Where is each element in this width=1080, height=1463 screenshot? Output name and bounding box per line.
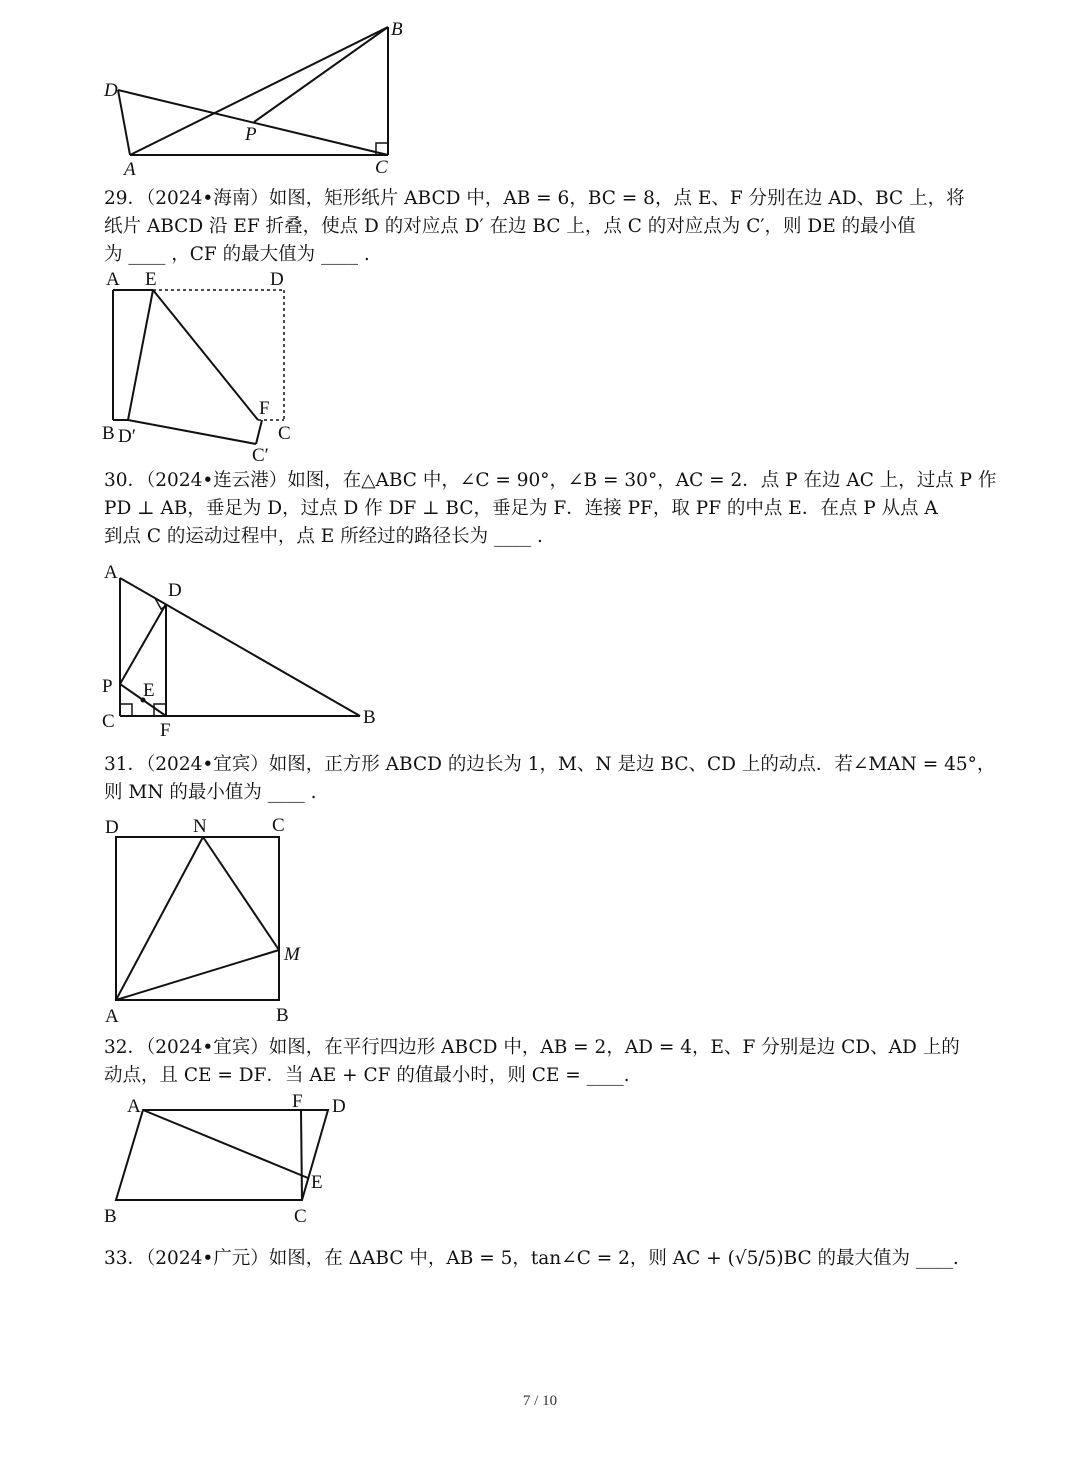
figure-30-right-triangle bbox=[95, 558, 390, 743]
fig28-label-d: D bbox=[104, 80, 118, 101]
page-number: 7 / 10 bbox=[522, 1393, 558, 1409]
problem-29-line-2: 纸片 ABCD 沿 EF 折叠，使点 D 的对应点 D′ 在边 BC 上，点 C 的对应点为 C′，则 DE 的最小值 bbox=[104, 216, 916, 237]
fig31-label-b: B bbox=[276, 1005, 289, 1026]
fig30-label-f: F bbox=[160, 720, 171, 741]
fig32-label-b: B bbox=[104, 1206, 117, 1227]
figure-29-folded-rectangle bbox=[95, 268, 310, 468]
fig29-label-d-prime: D′ bbox=[118, 426, 136, 447]
fig31-label-a: A bbox=[105, 1006, 119, 1027]
fig31-label-n: N bbox=[193, 816, 207, 837]
fig30-label-p: P bbox=[102, 676, 113, 697]
problem-31 bbox=[104, 751, 996, 807]
problem-32-line-1: 32．（2024•宜宾）如图，在平行四边形 ABCD 中，AB = 2，AD = 4，E、F 分别是边 CD、AD 上的 bbox=[104, 1037, 960, 1058]
fig28-label-p: P bbox=[245, 124, 257, 145]
problem-30-line-1: 30．（2024•连云港）如图，在△ABC 中，∠C = 90°，∠B = 30°，AC = 2．点 P 在边 AC 上，过点 P 作 bbox=[104, 470, 997, 491]
fig29-label-b: B bbox=[102, 423, 115, 444]
fig32-label-a: A bbox=[127, 1096, 141, 1117]
problem-31-line-2: 则 MN 的最小值为 ____ . bbox=[104, 782, 317, 803]
fig29-label-c-prime: C′ bbox=[252, 445, 269, 466]
fig31-label-d: D bbox=[105, 817, 119, 838]
fig30-label-b: B bbox=[363, 707, 376, 728]
fig30-label-e: E bbox=[143, 680, 155, 701]
figure-28-triangles bbox=[95, 15, 425, 185]
fig30-label-c: C bbox=[102, 711, 115, 732]
fig32-label-c: C bbox=[294, 1206, 307, 1227]
problem-30 bbox=[104, 467, 997, 551]
fig28-label-c: C bbox=[375, 157, 388, 178]
problem-33-line-1: 33．（2024•广元）如图，在 ΔABC 中，AB = 5，tan∠C = 2，则 AC + (√5/5)BC 的最大值为 ____. bbox=[104, 1248, 959, 1269]
figure-32-parallelogram bbox=[95, 1092, 365, 1232]
fig28-label-a: A bbox=[124, 159, 136, 180]
fig29-label-d: D bbox=[270, 269, 284, 290]
problem-32 bbox=[104, 1034, 984, 1090]
figure-31-square bbox=[95, 808, 320, 1030]
fig29-label-f: F bbox=[259, 398, 270, 419]
fig29-label-a: A bbox=[106, 269, 120, 290]
fig31-label-c: C bbox=[272, 815, 285, 836]
problem-31-line-1: 31．（2024•宜宾）如图，正方形 ABCD 的边长为 1，M、N 是边 BC、CD 上的动点．若∠MAN = 45°， bbox=[104, 754, 996, 775]
problem-29-line-1: 29．（2024•海南）如图，矩形纸片 ABCD 中，AB = 6，BC = 8，点 E、F 分别在边 AD、BC 上，将 bbox=[104, 188, 965, 209]
problem-30-line-2: PD ⊥ AB，垂足为 D，过点 D 作 DF ⊥ BC，垂足为 F．连接 PF，取 PF 的中点 E．在点 P 从点 A bbox=[104, 498, 938, 519]
fig32-label-e: E bbox=[311, 1172, 323, 1193]
fig31-label-m: M bbox=[284, 944, 300, 965]
problem-32-line-2: 动点，且 CE = DF．当 AE + CF 的值最小时，则 CE = ____. bbox=[104, 1065, 630, 1086]
fig32-label-f: F bbox=[292, 1091, 303, 1112]
problem-29-line-3: 为 ____ ，CF 的最大值为 ____ . bbox=[104, 244, 370, 265]
problem-29 bbox=[104, 185, 984, 269]
problem-30-line-3: 到点 C 的运动过程中，点 E 所经过的路径长为 ____ . bbox=[104, 526, 543, 547]
fig30-label-a: A bbox=[104, 562, 118, 583]
fig29-label-c: C bbox=[278, 423, 291, 444]
fig30-label-d: D bbox=[168, 580, 182, 601]
problem-33 bbox=[104, 1245, 984, 1273]
fig28-label-b: B bbox=[391, 19, 403, 40]
fig29-label-e: E bbox=[145, 269, 157, 290]
fig32-label-d: D bbox=[332, 1096, 346, 1117]
